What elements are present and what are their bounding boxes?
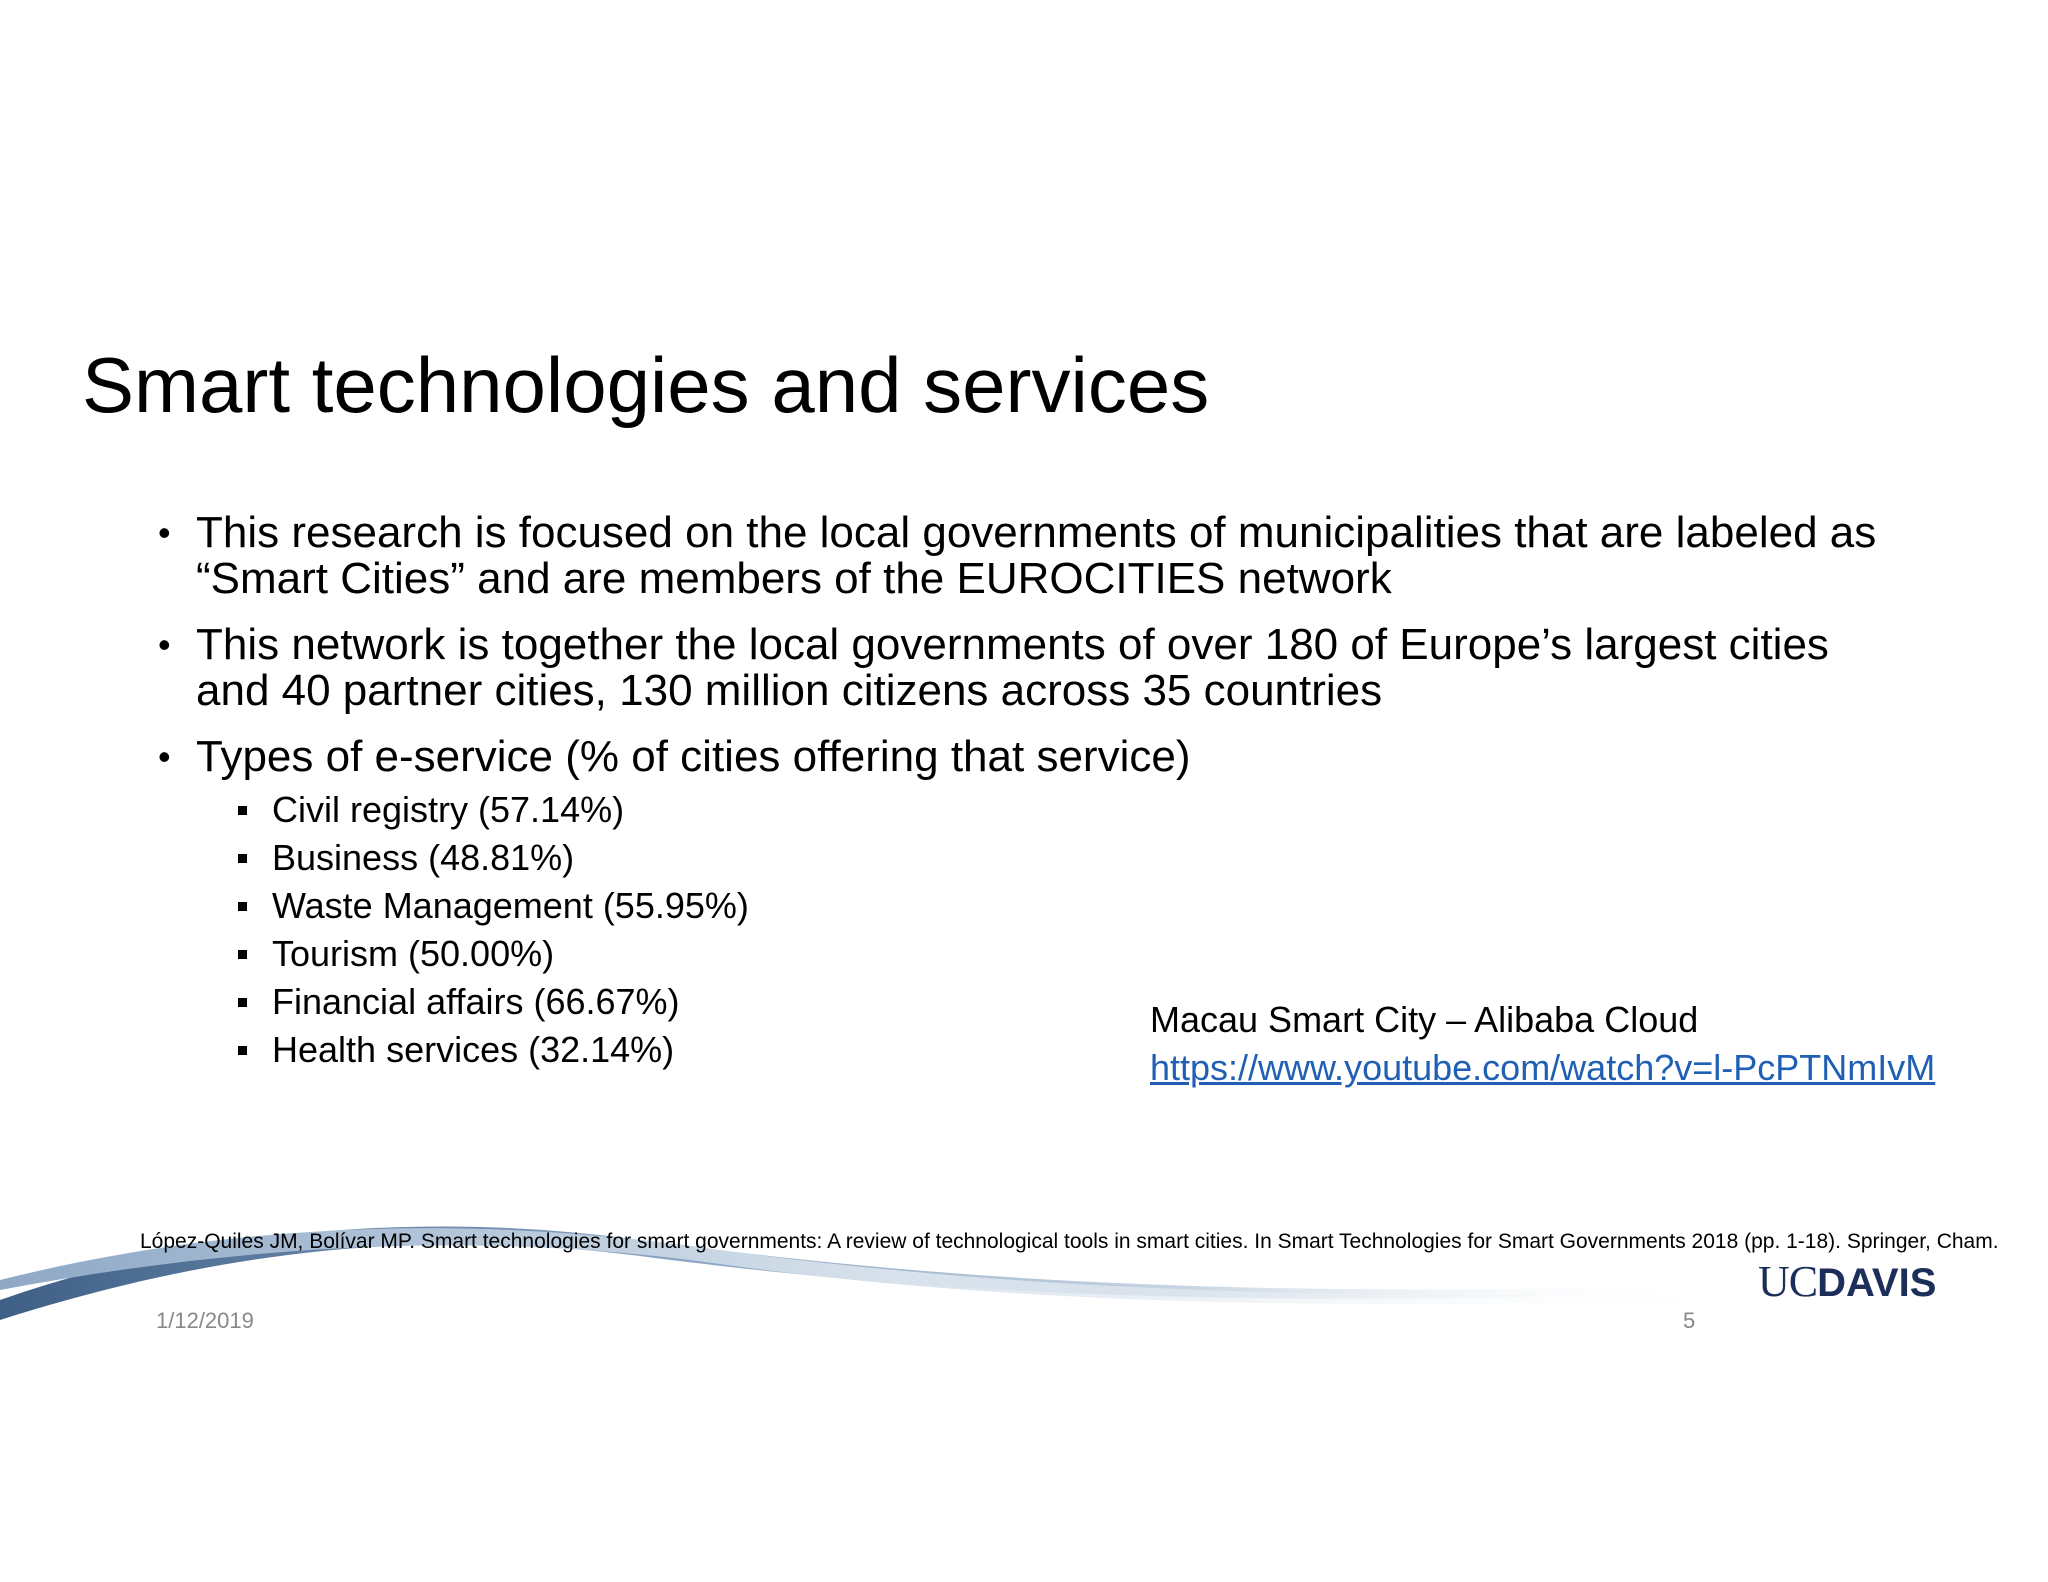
e-service-label: Tourism (50.00%) <box>272 933 555 974</box>
footer-date: 1/12/2019 <box>156 1308 254 1333</box>
video-link[interactable]: https://www.youtube.com/watch?v=l-PcPTNmIvM <box>1150 1047 1936 1088</box>
square-bullet-icon <box>238 950 247 959</box>
e-service-item <box>196 882 1910 930</box>
square-bullet-icon <box>238 902 247 911</box>
wave-swoosh-decoration <box>0 1190 2048 1340</box>
page-number: 5 <box>1683 1308 1696 1333</box>
e-service-label: Civil registry (57.14%) <box>272 789 625 830</box>
bullet-dot-icon: • <box>158 512 171 553</box>
e-service-label: Financial affairs (66.67%) <box>272 981 680 1022</box>
bullet-dot-icon: • <box>158 736 171 777</box>
bullet-text: This research is focused on the local governments of municipalities that are labeled as “Smart Cities” and are members of the EUROCITIES network <box>196 508 1877 603</box>
bullet-text: Types of e-service (% of cities offering that service) <box>196 732 1191 781</box>
logo-davis: DAVIS <box>1817 1261 1937 1305</box>
bullet-item <box>150 622 1910 714</box>
square-bullet-icon <box>238 854 247 863</box>
square-bullet-icon <box>238 998 247 1007</box>
e-service-label: Business (48.81%) <box>272 837 575 878</box>
video-caption: Macau Smart City – Alibaba Cloud <box>1150 999 1699 1040</box>
square-bullet-icon <box>238 806 247 815</box>
e-service-item <box>196 930 1910 978</box>
bullet-text: This network is together the local governments of over 180 of Europe’s largest cities and 40 partner cities, 130 million citizens across 35 countries <box>196 620 1829 715</box>
e-service-item <box>196 834 1910 882</box>
ucdavis-logo <box>1758 1258 1936 1307</box>
e-service-item <box>196 786 1910 834</box>
logo-uc: UC <box>1758 1257 1818 1306</box>
slide-title: Smart technologies and services <box>82 341 1210 429</box>
video-reference <box>1150 996 1935 1092</box>
bullet-dot-icon: • <box>158 624 171 665</box>
e-service-label: Waste Management (55.95%) <box>272 885 749 926</box>
e-service-label: Health services (32.14%) <box>272 1029 675 1070</box>
bullet-item <box>150 510 1910 602</box>
square-bullet-icon <box>238 1046 247 1055</box>
citation: López-Quiles JM, Bolívar MP. Smart technologies for smart governments: A review of technological tools in smart cities. In Smart Technologies for Smart Governments 2018 (pp. 1-18). Springer, Cham. <box>140 1230 1999 1253</box>
